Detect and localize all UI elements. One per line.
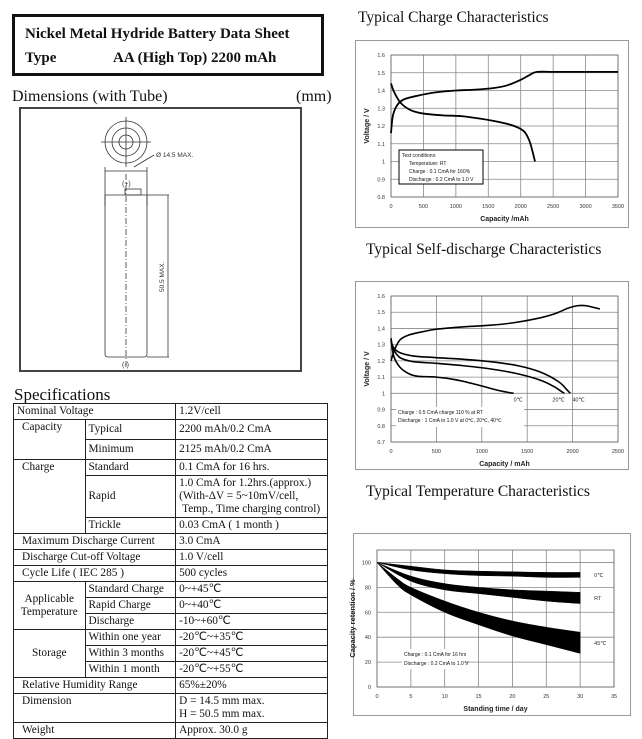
x-tick-label: 2000: [566, 449, 579, 455]
specifications-heading: Specifications: [14, 385, 111, 404]
spec-label: Cycle Life ( IEC 285 ): [14, 566, 176, 582]
spec-sublabel: Rapid: [85, 476, 176, 518]
y-tick-label: 0.8: [377, 423, 385, 430]
table-row: [14, 460, 328, 476]
table-row: [14, 630, 328, 646]
x-tick-label: 1000: [475, 449, 488, 455]
x-tick-label: 3000: [579, 204, 592, 210]
annotation-line: Charge : 0.5 CmA charge 110 % at RT: [398, 410, 484, 416]
x-tick-label: 15: [475, 694, 482, 700]
y-tick-label: 0.7: [377, 440, 385, 446]
height-label: 50.5 MAX.: [159, 261, 166, 292]
self-discharge-chart-title: Typical Self-discharge Characteristics: [366, 241, 602, 258]
spec-sublabel: Minimum: [85, 440, 176, 460]
x-tick-label: 0: [389, 449, 393, 455]
datasheet-title-box: [12, 14, 324, 76]
temperature-chart-title: Typical Temperature Characteristics: [366, 483, 590, 500]
y-tick-label: 1.5: [377, 70, 385, 77]
x-axis-label: Standing time / day: [463, 706, 528, 713]
y-tick-label: 0.8: [377, 195, 385, 201]
battery-type-value: AA (High Top) 2200 mAh: [113, 50, 277, 66]
y-tick-label: 0: [367, 685, 371, 691]
y-tick-label: 1.6: [377, 53, 385, 59]
y-tick-label: 1.4: [377, 326, 385, 333]
spec-value: 0.1 CmA for 16 hrs.: [176, 460, 328, 476]
spec-value: 3.0 CmA: [176, 534, 328, 550]
series-label: 0℃: [513, 397, 523, 404]
battery-dimension-drawing: [21, 109, 300, 370]
x-tick-label: 2500: [611, 449, 625, 455]
series-line: [391, 305, 600, 361]
diameter-label: Ø 14.5 MAX.: [156, 152, 194, 159]
x-tick-label: 500: [431, 449, 441, 455]
spec-value-line: H = 50.5 mm max.: [179, 708, 265, 720]
table-row: [14, 723, 328, 739]
series-line: [391, 338, 514, 393]
x-tick-label: 20: [509, 694, 516, 700]
x-tick-label: 2500: [547, 204, 560, 210]
y-tick-label: 100: [361, 560, 371, 567]
temperature-chart-frame: [348, 533, 631, 716]
spec-sublabel: Rapid Charge: [85, 598, 176, 614]
spec-value: 2200 mAh/0.2 CmA: [176, 420, 328, 440]
x-tick-label: 3500: [611, 204, 625, 210]
y-tick-label: 1.3: [377, 342, 385, 349]
spec-group-label-line: Temperature: [20, 605, 78, 618]
y-tick-label: 20: [364, 660, 371, 667]
table-row: [14, 404, 328, 420]
spec-sublabel: Within 3 months: [85, 646, 176, 662]
spec-label: Weight: [14, 723, 176, 739]
dimensions-unit: (mm): [296, 88, 332, 105]
spec-value-multiline: [176, 476, 328, 518]
series-label: 40℃: [572, 397, 585, 404]
spec-sublabel: Trickle: [85, 518, 176, 534]
spec-sublabel: Standard Charge: [85, 582, 176, 598]
y-tick-label: 60: [364, 610, 371, 617]
y-tick-label: 1.1: [377, 375, 385, 382]
spec-label: Nominal Voltage: [14, 404, 176, 420]
spec-value: -20℃~+45℃: [176, 646, 328, 662]
test-conditions-line: Temperature: RT: [409, 161, 447, 167]
y-tick-label: 40: [364, 635, 371, 642]
temperature-chart: [348, 534, 630, 715]
dimensions-heading: Dimensions (with Tube): [12, 88, 168, 105]
table-row: [14, 550, 328, 566]
spec-value: 0.03 CmA ( 1 month ): [176, 518, 328, 534]
diameter-leader-line: [134, 155, 154, 167]
spec-label: Dimension: [14, 694, 176, 723]
self-discharge-chart-frame: [355, 281, 629, 470]
table-row: [14, 420, 328, 440]
annotation-line: Discharge : 1 CmA to 1.0 V at 0℃, 20℃, 40℃: [398, 418, 502, 424]
spec-value-line: 1.0 CmA for 1.2hrs.(approx.): [179, 477, 312, 489]
charge-chart-frame: [355, 40, 629, 228]
spec-value: 2125 mAh/0.2 CmA: [176, 440, 328, 460]
x-tick-label: 500: [418, 204, 429, 210]
y-tick-label: 0.9: [377, 177, 385, 184]
y-tick-label: 1.6: [377, 294, 385, 300]
table-row: [14, 534, 328, 550]
table-row: [14, 566, 328, 582]
spec-sublabel: Within 1 month: [85, 662, 176, 678]
spec-value: Approx. 30.0 g: [176, 723, 328, 739]
spec-sublabel: Standard: [85, 460, 176, 476]
x-tick-label: 1500: [482, 204, 495, 210]
y-tick-label: 1.2: [377, 124, 385, 130]
series-label: 20℃: [552, 397, 565, 404]
spec-label: Maximum Discharge Current: [14, 534, 176, 550]
charge-chart: [356, 41, 628, 227]
table-row: [14, 694, 328, 723]
y-tick-label: 1: [381, 159, 385, 166]
y-tick-label: 1.3: [377, 106, 385, 113]
spec-value-line: Temp., Time charging control): [182, 503, 321, 515]
charge-chart-title: Typical Charge Characteristics: [358, 9, 549, 26]
test-conditions-line: Discharge : 0.2 CmA to 1.0 V: [409, 177, 474, 183]
x-tick-label: 10: [441, 694, 448, 700]
y-tick-label: 1: [381, 391, 385, 398]
y-axis-label: Voltage / V: [364, 351, 371, 387]
datasheet-title: Nickel Metal Hydride Battery Data Sheet: [25, 26, 290, 42]
y-tick-label: 1.2: [377, 358, 385, 365]
negative-terminal-symbol: (-): [122, 362, 129, 369]
x-tick-label: 25: [543, 694, 550, 700]
self-discharge-chart: [356, 282, 628, 469]
y-tick-label: 1.4: [377, 88, 385, 95]
table-row: [14, 582, 328, 598]
x-tick-label: 35: [610, 694, 618, 700]
spec-value-line: D = 14.5 mm max.: [179, 695, 265, 707]
test-conditions-line: Charge : 0.1 CmA for 160%: [409, 169, 471, 175]
y-tick-label: 0.9: [377, 407, 385, 414]
spec-value: 65%±20%: [176, 678, 328, 694]
spec-value: -20℃~+35℃: [176, 630, 328, 646]
spec-value: 1.2V/cell: [176, 404, 328, 420]
spec-value: -10~+60℃: [176, 614, 328, 630]
x-tick-label: 2000: [514, 204, 527, 210]
spec-group-label: [14, 582, 86, 630]
x-axis-label: Capacity /mAh: [480, 216, 529, 223]
spec-value: 1.0 V/cell: [176, 550, 328, 566]
spec-group-label-line: Applicable: [24, 592, 75, 605]
annotation-line: Charge : 0.1 CmA for 16 hrs: [404, 652, 467, 658]
x-tick-label: 0: [375, 694, 379, 700]
spec-label: Relative Humidity Range: [14, 678, 176, 694]
x-axis-label: Capacity / mAh: [479, 461, 530, 468]
table-row: [14, 678, 328, 694]
spec-value-line: (With-ΔV = 5~10mV/cell,: [179, 490, 299, 502]
spec-sublabel: Within one year: [85, 630, 176, 646]
spec-value: 500 cycles: [176, 566, 328, 582]
spec-group-label: Charge: [14, 460, 86, 534]
battery-type-label: Type: [25, 50, 57, 66]
series-label: 0℃: [594, 572, 604, 579]
y-tick-label: 1.1: [377, 141, 385, 148]
y-axis-label: Capacity retention / %: [348, 579, 357, 658]
spec-sublabel: Discharge: [85, 614, 176, 630]
spec-sublabel: Typical: [85, 420, 176, 440]
spec-group-label: Capacity: [14, 420, 86, 460]
test-conditions-line: Test conditions:: [402, 153, 437, 159]
x-tick-label: 1000: [449, 204, 462, 210]
x-tick-label: 0: [389, 204, 393, 210]
y-tick-label: 1.5: [377, 310, 385, 317]
series-label: RT: [594, 595, 602, 602]
spec-value: 0~+40℃: [176, 598, 328, 614]
battery-type-row: [25, 50, 277, 67]
dimension-drawing-box: [19, 107, 302, 372]
specifications-table: [13, 403, 328, 739]
y-tick-label: 80: [364, 585, 371, 592]
x-tick-label: 30: [577, 694, 584, 700]
x-tick-label: 5: [409, 694, 413, 700]
spec-group-label: Storage: [14, 630, 86, 678]
annotation-line: Discharge : 0.2 CmA to 1.0 V: [404, 661, 469, 667]
y-axis-label: Voltage / V: [364, 108, 371, 144]
series-label: 45℃: [594, 640, 607, 647]
spec-value: 0~+45℃: [176, 582, 328, 598]
spec-value-multiline: [176, 694, 328, 723]
positive-terminal-symbol: (+): [122, 181, 131, 188]
spec-label: Discharge Cut-off Voltage: [14, 550, 176, 566]
battery-top-view: [101, 117, 151, 167]
x-tick-label: 1500: [521, 449, 534, 455]
spec-value: -20℃~+55℃: [176, 662, 328, 678]
